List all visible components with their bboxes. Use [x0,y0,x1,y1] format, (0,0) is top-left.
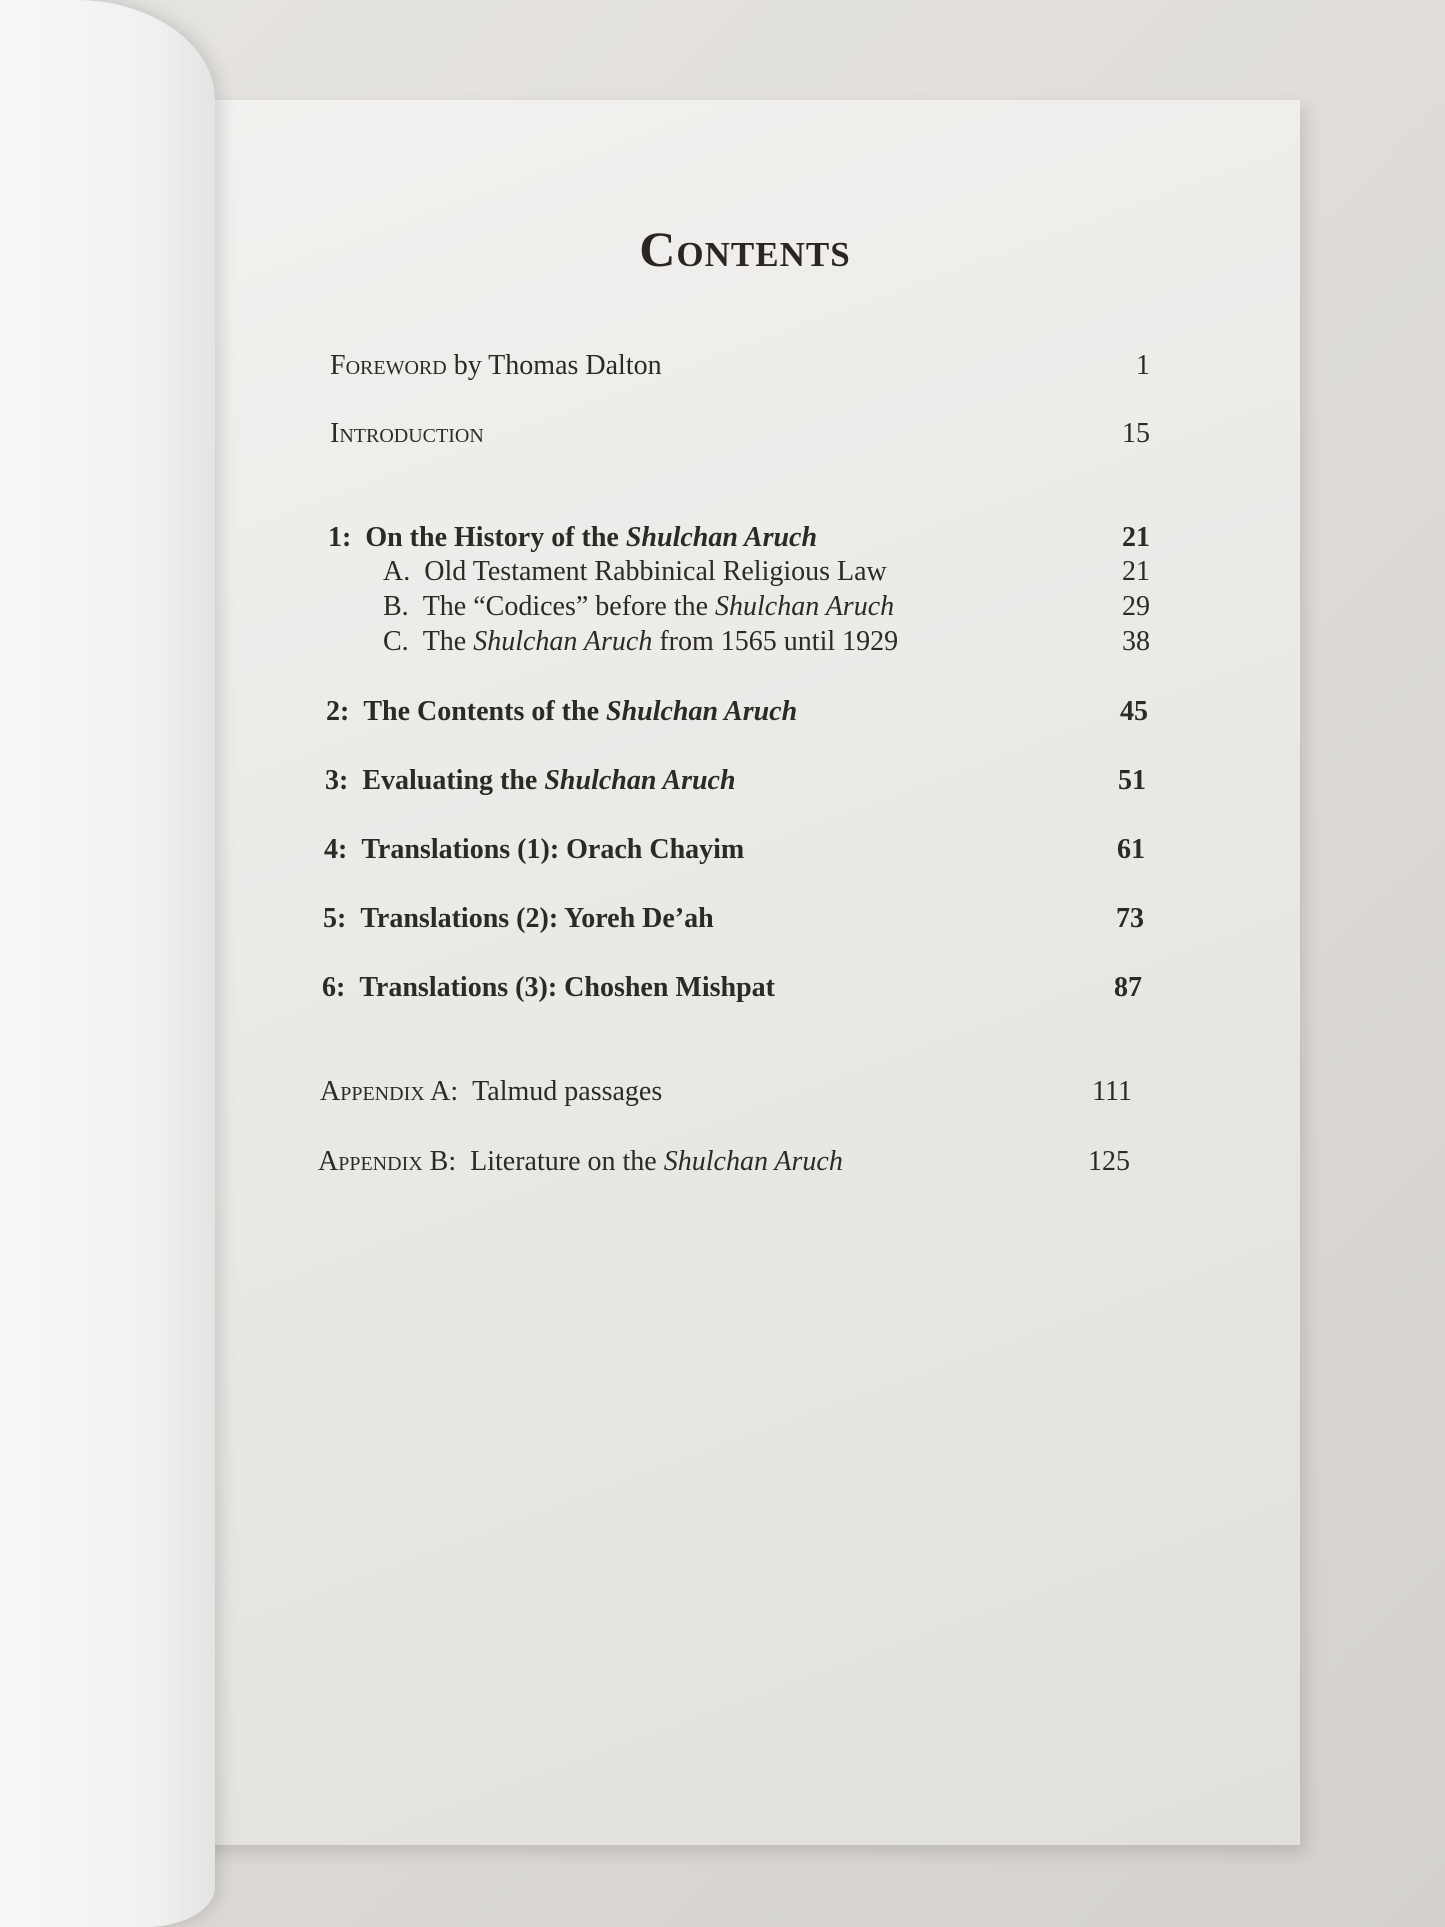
toc-entry-chapter-5 [323,903,1143,943]
toc-page-chapter-4: 61 [1117,834,1145,865]
toc-entry-chapter-4 [324,834,1144,874]
toc-label-chapter-4: 4: Translations (1): Orach Chayim [324,834,745,865]
toc-page-appendix-a: 111 [1092,1076,1132,1107]
toc-page-chapter-2: 45 [1120,696,1148,727]
toc-page-chapter-1: 21 [1122,522,1150,553]
left-page-edge [0,0,215,1927]
toc-label-chapter-6: 6: Translations (3): Choshen Mishpat [322,972,775,1003]
toc-page-chapter-5: 73 [1116,903,1144,934]
toc-entry-chapter-2 [326,696,1146,736]
toc-page-1c: 38 [1122,626,1150,657]
toc-label-appendix-b: Appendix B: Literature on the Shulchan Aruch [318,1146,843,1177]
toc-page-chapter-3: 51 [1118,765,1146,796]
page-title: Contents [639,221,851,277]
toc-label-chapter-5: 5: Translations (2): Yoreh De’ah [323,903,714,934]
toc-sub-1a: A. Old Testament Rabbinical Religious Law 21 [383,556,1150,587]
toc-entry-chapter-3 [325,765,1145,805]
toc-page-1b: 29 [1122,591,1150,622]
toc-entry-appendix-a [320,1076,1140,1116]
contents-page [190,100,1300,1845]
toc-page-1a: 21 [1122,556,1150,587]
toc-page-chapter-6: 87 [1114,972,1142,1003]
toc-page-introduction: 15 [1122,418,1150,449]
toc-entry-foreword [330,350,1150,390]
toc-sub-1c: C. The Shulchan Aruch from 1565 until 1929 38 [383,626,1150,657]
toc-label-foreword: Foreword by Thomas Dalton [330,350,662,381]
toc-entry-introduction [330,418,1150,458]
toc-label-appendix-a: Appendix A: Talmud passages [320,1076,663,1107]
toc-sub-1b: B. The “Codices” before the Shulchan Aruch 29 [383,591,1150,622]
toc-entry-appendix-b [318,1146,1138,1186]
toc-label-chapter-3: 3: Evaluating the Shulchan Aruch [325,765,736,796]
toc-page-appendix-b: 125 [1088,1146,1130,1177]
toc-entry-chapter-6 [322,972,1142,1012]
toc-page-foreword: 1 [1136,350,1150,381]
toc-label-chapter-2: 2: The Contents of the Shulchan Aruch [326,696,798,727]
toc-label-chapter-1: 1: On the History of the Shulchan Aruch [328,522,818,553]
toc-label-introduction: Introduction [330,418,484,449]
